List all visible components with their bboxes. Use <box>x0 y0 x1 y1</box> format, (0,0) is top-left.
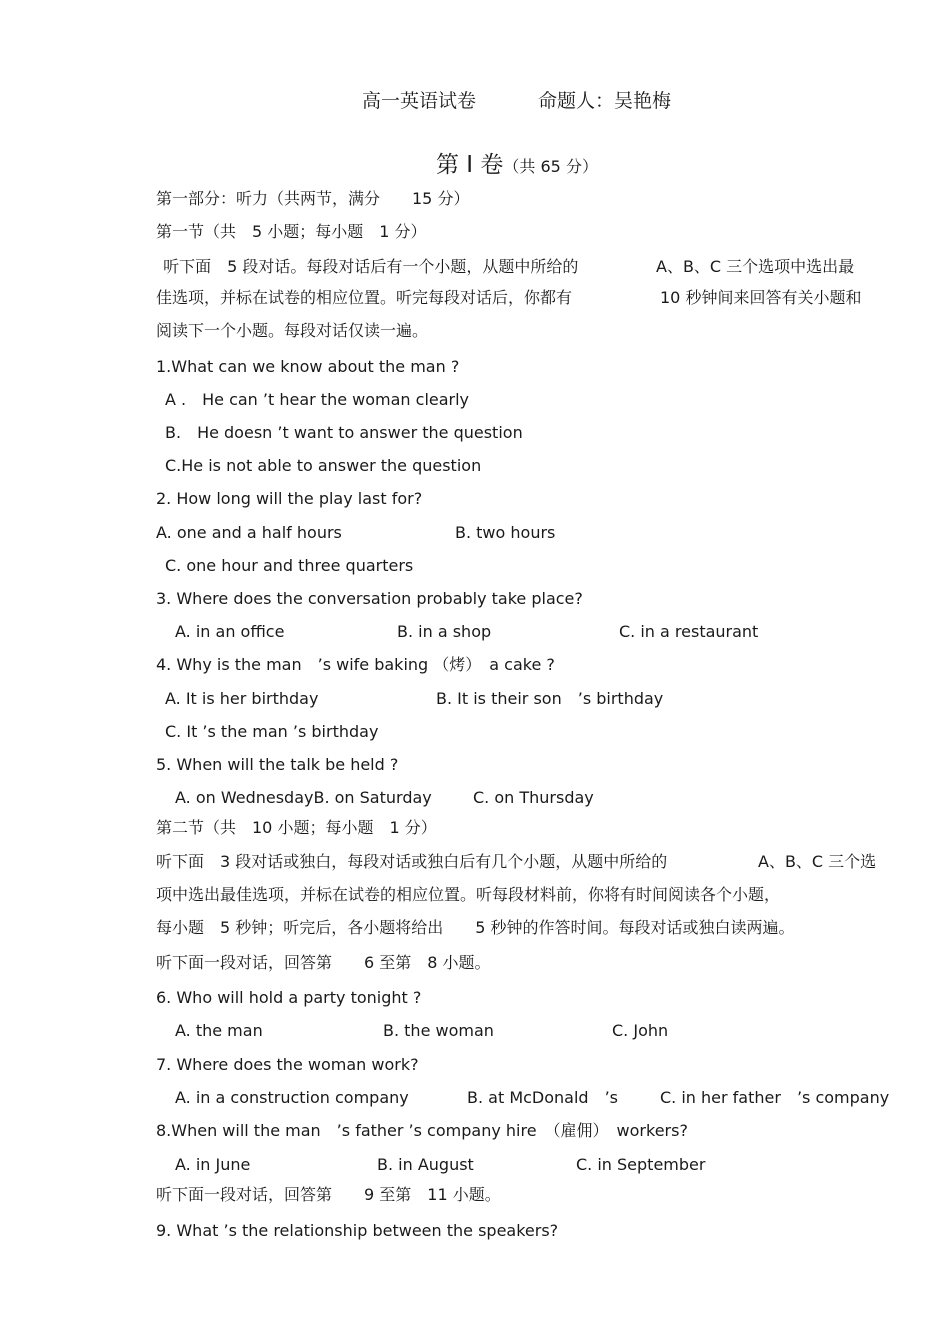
section2-instruction-line1: 听下面 3 段对话或独白，每段对话或独白后有几个小题，从题中所给的 <box>156 852 668 871</box>
volume-label: 第 I 卷 <box>436 152 504 178</box>
q2-stem: 2. How long will the play last for? <box>156 489 423 508</box>
exam-title: 高一英语试卷 <box>362 90 477 112</box>
q7-option-a: A. in a construction company <box>175 1088 409 1107</box>
q3-stem: 3. Where does the conversation probably take place? <box>156 589 583 608</box>
q3-option-b: B. in a shop <box>397 622 492 641</box>
exam-author: 命题人：吴艳梅 <box>538 90 672 112</box>
q6-option-b: B. the woman <box>383 1021 494 1040</box>
q7-option-c: C. in her father ’s company <box>660 1088 890 1107</box>
section1-instruction-line3: 阅读下一个小题。每段对话仅读一遍。 <box>156 321 429 340</box>
q4-option-c: C. It ’s the man ’s birthday <box>165 722 379 741</box>
section1-instruction-line2b: 10 秒钟间来回答有关小题和 <box>660 288 862 307</box>
section2-instruction-line2: 项中选出最佳选项，并标在试卷的相应位置。听每段材料前，你将有时间阅读各个小题， <box>156 885 781 904</box>
q4-option-b: B. It is their son ’s birthday <box>436 689 664 708</box>
q8-option-a: A. in June <box>175 1155 251 1174</box>
q1-option-b: B. He doesn ’t want to answer the question <box>165 423 523 442</box>
part1-heading: 第一部分：听力（共两节，满分 15 分） <box>156 189 470 208</box>
section2-instruction-line3: 每小题 5 秒钟；听完后，各小题将给出 5 秒钟的作答时间。每段对话或独白读两遍。 <box>156 918 795 937</box>
group2-instruction: 听下面一段对话，回答第 9 至第 11 小题。 <box>156 1185 501 1204</box>
q6-stem: 6. Who will hold a party tonight ? <box>156 988 422 1007</box>
q8-stem: 8.When will the man ’s father ’s company hire （雇佣） workers? <box>156 1121 688 1140</box>
q8-option-b: B. in August <box>377 1155 474 1174</box>
q1-option-a: A . He can ’t hear the woman clearly <box>165 390 470 409</box>
section1-instruction-line1: 听下面 5 段对话。每段对话后有一个小题，从题中所给的 <box>158 257 579 276</box>
q6-option-a: A. the man <box>175 1021 263 1040</box>
q2-option-a: A. one and a half hours <box>156 523 342 542</box>
q2-option-b: B. two hours <box>455 523 556 542</box>
q4-stem: 4. Why is the man ’s wife baking （烤） a cake ? <box>156 655 555 674</box>
section1-heading: 第一节（共 5 小题；每小题 1 分） <box>156 222 427 241</box>
section2-heading: 第二节（共 10 小题；每小题 1 分） <box>156 818 437 837</box>
q5-option-ab: A. on WednesdayB. on Saturday <box>175 788 432 807</box>
q2-option-c: C. one hour and three quarters <box>165 556 414 575</box>
section1-instruction-line1b: A、B、C 三个选项中选出最 <box>656 257 855 276</box>
q4-option-a: A. It is her birthday <box>165 689 319 708</box>
q3-option-a: A. in an office <box>175 622 285 641</box>
q7-option-b: B. at McDonald ’s <box>467 1088 618 1107</box>
q3-option-c: C. in a restaurant <box>619 622 759 641</box>
volume-score: （共 65 分） <box>503 157 598 176</box>
q7-stem: 7. Where does the woman work? <box>156 1055 419 1074</box>
q8-option-c: C. in September <box>576 1155 706 1174</box>
q6-option-c: C. John <box>612 1021 669 1040</box>
q5-option-c: C. on Thursday <box>473 788 594 807</box>
section2-instruction-line1b: A、B、C 三个选 <box>758 852 877 871</box>
group1-instruction: 听下面一段对话，回答第 6 至第 8 小题。 <box>156 953 491 972</box>
volume-title <box>436 151 598 181</box>
section1-instruction-line2: 佳选项，并标在试卷的相应位置。听完每段对话后，你都有 <box>156 288 573 307</box>
q1-stem: 1.What can we know about the man ? <box>156 357 460 376</box>
q5-stem: 5. When will the talk be held ? <box>156 755 399 774</box>
q1-option-c: C.He is not able to answer the question <box>165 456 482 475</box>
q9-stem: 9. What ’s the relationship between the speakers? <box>156 1221 559 1240</box>
